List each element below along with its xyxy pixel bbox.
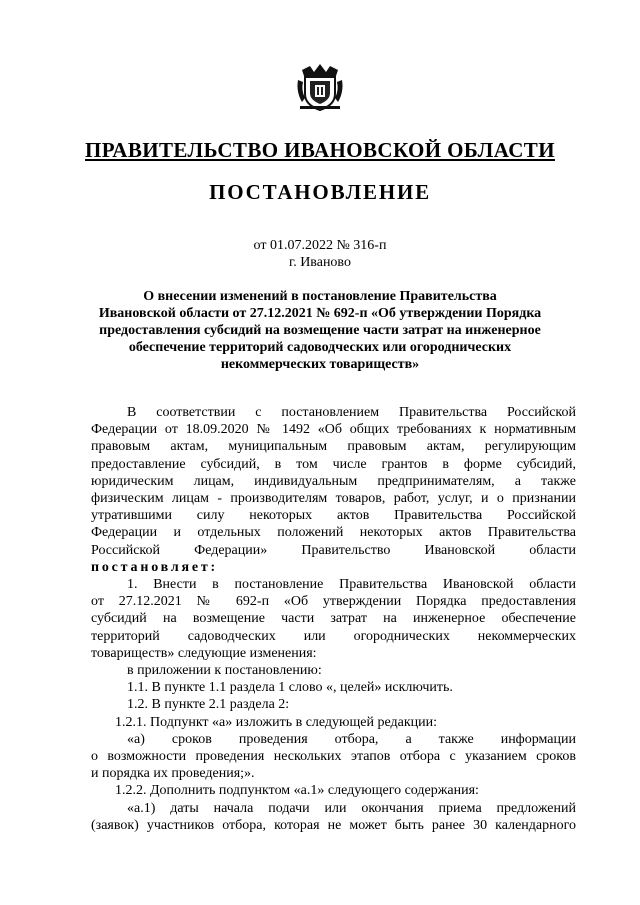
body-line: в приложении к постановлению: <box>127 663 322 679</box>
body-line: от 27.12.2021 № 692-п «Об утверждении Порядка предоставления <box>91 594 576 610</box>
body-line: Федерации и отдельных положений некоторых актов Правительства <box>91 525 576 541</box>
body-line: физическим лицам - производителям товаров, работ, услуг, и о признании <box>91 491 576 507</box>
document-type: ПОСТАНОВЛЕНИЕ <box>209 180 431 204</box>
body-line: Федерации от 18.09.2020 № 1492 «Об общих требованиях к нормативным <box>91 422 576 438</box>
government-title: ПРАВИТЕЛЬСТВО ИВАНОВСКОЙ ОБЛАСТИ <box>85 138 555 162</box>
body-line: Российской Федерации» Правительство Ивановской области <box>91 542 576 558</box>
document-subject <box>92 288 548 373</box>
subject-line: Ивановской области от 27.12.2021 № 692-п «Об утверждении Порядка <box>98 306 542 321</box>
subject-line: предоставления субсидий на возмещение части затрат на инженерное <box>99 323 541 338</box>
body-line: о возможности проведения нескольких этапов отбора с указанием сроков <box>91 749 576 765</box>
document-body <box>91 404 576 834</box>
body-line: и порядка их проведения;». <box>91 766 255 782</box>
body-line: В соответствии с постановлением Правительства Российской <box>127 405 576 420</box>
decree-word: постановляет: <box>91 559 219 575</box>
subject-line: О внесении изменений в постановление Правительства <box>143 289 497 304</box>
body-line: 1.2. В пункте 2.1 раздела 2: <box>127 697 290 713</box>
body-line: 1.1. В пункте 1.1 раздела 1 слово «, целей» исключить. <box>127 680 453 696</box>
subject-line: некоммерческих товариществ» <box>220 357 420 372</box>
body-line: товариществ» следующие изменения: <box>91 645 317 661</box>
body-line: «а) сроков проведения отбора, а также информации <box>127 731 576 747</box>
coat-of-arms-icon <box>296 62 344 112</box>
body-line: предоставление субсидий, в том числе грантов в форме субсидий, <box>91 456 576 472</box>
body-line: правовым актам, муниципальным правовым актам, регулирующим <box>91 439 576 455</box>
body-line: утратившими силу некоторых актов Правительства Российской <box>91 508 576 524</box>
subject-line: обеспечение территорий садоводческих или огороднических <box>128 340 512 355</box>
body-line: 1.2.2. Дополнить подпунктом «а.1» следующего содержания: <box>115 783 479 799</box>
body-line: (заявок) участников отбора, которая не может быть ранее 30 календарного <box>91 817 576 833</box>
body-line: 1.2.1. Подпункт «а» изложить в следующей редакции: <box>115 714 438 730</box>
body-line: 1. Внести в постановление Правительства Ивановской области <box>127 577 576 593</box>
body-line: субсидий на возмещение части затрат на инженерное обеспечение <box>91 611 576 627</box>
body-line: «а.1) даты начала подачи или окончания приема предложений <box>127 800 576 816</box>
body-line: юридическим лицам, индивидуальным предпринимателям, а также <box>91 473 576 489</box>
document-date-number: от 01.07.2022 № 316-п <box>253 238 387 253</box>
body-line: территорий садоводческих или огороднических некоммерческих <box>91 628 576 644</box>
document-city: г. Иваново <box>289 255 351 270</box>
